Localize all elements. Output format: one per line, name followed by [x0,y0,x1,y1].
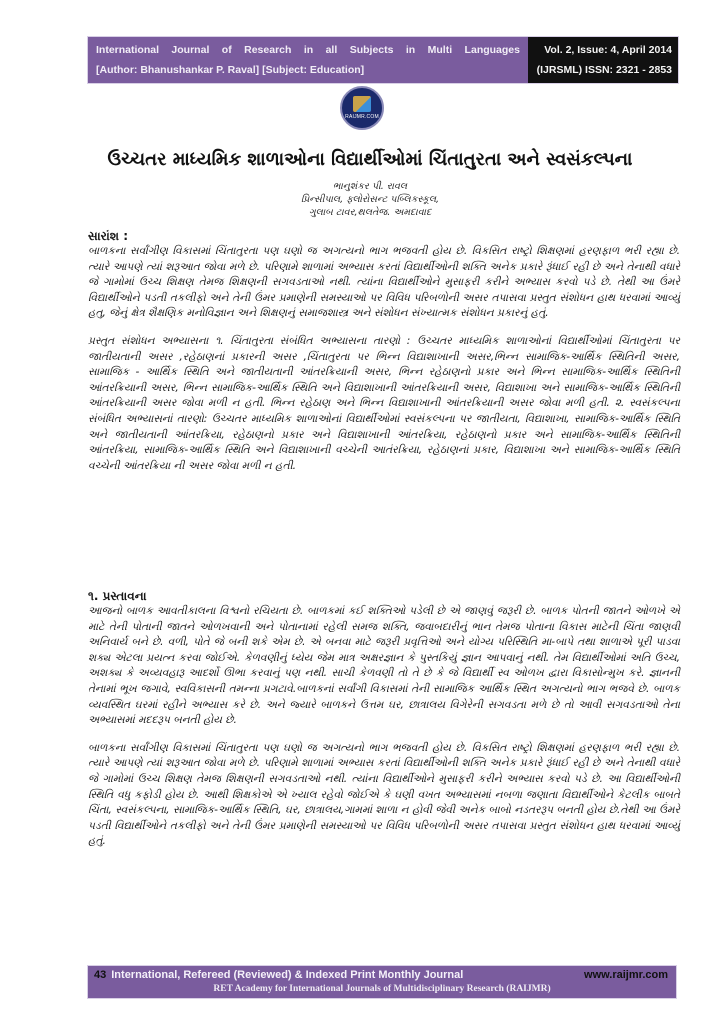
raijmr-logo-icon [340,86,384,130]
journal-header [87,36,679,84]
article-title: ઉચ્ચતર માધ્યમિક શાળાઓના વિદ્યાર્થીઓમાં ચિંતાતુરતા અને સ્વસંકલ્પના [107,149,633,170]
abstract-paragraph-1: બાળકના સર્વાંગીણ વિકાસમાં ચિંતાતુરતા પણ ઘણો જ અગત્યનો ભાગ ભજવતી હોય છે. વિકસિત રાષ્ટ્રો શિક્ષણમાં હરણફાળ ભરી રહ્યા છે. ત્યારે આપણે ત્યાં શરૂઆત જોવા મળે છે. પરિણામે શાળામાં અભ્યાસ કરતાં વિદ્યાર્થીઓની શક્તિ અનેક પ્રકારે રૂંધાઈ રહી છે અને તેનાથી વધારે જે ગામોમાં ઉચ્ચ શિક્ષણ તેમજ શિક્ષણની સગવડતાઓ નથી. ત્યાંના વિદ્યાર્થીઓને મુસાફરી કરીને અભ્યાસ કરવો પડે છે. તેથી આ ઉંમરે વિદ્યાર્થીઓને પડતી તકલીફો અને તેની ઉંમર પ્રમાણેની સમસ્યાઓ પર વિવિધ પરિબળોની અસર તપાસવા પ્રસ્તુત સંશોધન હાથ ધરવામાં આવ્યું હતુ, જેનું ક્ષેત્ર શૈક્ષણિક મનોવિજ્ઞાન અને શિક્ષણનું સમાજશાસ્ત્ર અને સંશોધન સંખ્યાત્મક સંશોધન પ્રકારનું હતું. [88,245,681,320]
journal-url-link[interactable]: www.raijmr.com [584,969,668,981]
abstract-section [88,228,680,474]
journal-title: International Journal of Research in all Subjects in Multi Languages [96,44,520,56]
author-address: ગુલાબ ટાવર,થલતેજ. અમદાવાદ [308,207,432,218]
author-subject: [Author: Bhanushankar P. Raval] [Subject: Education] [96,64,365,76]
logo-text: RAIJMR.COM [345,114,379,120]
introduction-paragraph-1: આજનો બાળક આવતીકાલના વિશ્વનો રચિયતા છે. બાળકમાં કઈ શક્તિઓ પડેલી છે એ જાણવું જરૂરી છે. બાળક પોતની જાતને ઓળખે એ માટે તેની પોતાની જાતને ઓળખવાની અને પોતાનામાં રહેલી સમજ શક્તિ, જવાબદારીનું ભાન તેમજ પોતાના વિકાસ માટેની ચિંતા જાણવી અનિવાર્ય બને છે. વળી, પોતે જે બની શકે એમ છે. એ બનવા માટે જરૂરી પ્રવૃત્તિઓ અને યોગ્ય પરિસ્થિતિ મા-બાપે તથા શાળાએ પૂરી પાડવા શક્ય એટલા પ્રયત્ન કરવા જોઈએ. કેળવણીનું ધ્યેય જેમ માત્ર અક્ષરજ્ઞાન કે પુસ્તકિયું જ્ઞાન આપવાનું નથી. તેમ વિદ્યાર્થીઓમાં અતિ ઉચ્ચ, અશક્ય કે અવ્યવહારૂ આદર્શો ઊભા કરવાનું પણ નથી. સાચી કેળવણી તો તે છે કે જે વિદ્યાર્થી સ્વ ઓળખ દ્વારા વિકાસોન્મુખ કરે. જ્ઞાનની તેનામાં ભૂખ જગાવે, સ્વવિકાસની તમન્ના પ્રગટાવે.બાળકનાં સર્વાંગી વિકાસમાં તેની સામાજિક આર્થિક સ્થિત અગત્યનો ભાગ ભજવે છે. બાળક વ્યવસ્થિત ઘરમાં રહીને અભ્યાસ કરે છે. અને જ્યારે બાળકને ઉત્તમ ઘર, છાત્રાલય વિગેરેની સગવડતા મળે છે તો આવી સગવડતાઓ તેના અભ્યાસમાં મદદરૂપ બનતી હોય છે. [88,605,680,727]
introduction-section [88,588,680,850]
author-block [200,180,540,219]
journal-type: International, Refereed (Reviewed) & Indexed Print Monthly Journal [111,969,464,981]
journal-footer [87,965,677,999]
author-name: ભાનુશંકર પી. રાવલ [332,181,408,192]
footer-top-row [88,966,676,983]
logo-emblem [353,96,371,112]
issn: (IJRSML) ISSN: 2321 - 2853 [536,64,672,76]
publisher: RET Academy for International Journals of Multidisciplinary Research (RAIJMR) [213,984,551,994]
journal-header-left [88,37,528,83]
footer-journal-type-wrap [94,968,463,983]
journal-header-right [528,37,678,83]
volume-issue: Vol. 2, Issue: 4, April 2014 [544,44,672,56]
page-number: 43 [94,969,107,981]
introduction-paragraph-2: બાળકના સર્વાંગીણ વિકાસમાં ચિંતાતુરતા પણ ઘણો જ અગત્યનો ભાગ ભજવતી હોય છે. વિકસિત રાષ્ટ્રો શિક્ષણમાં હરણફાળ ભરી રહ્યા છે. ત્યારે આપણે ત્યાં શરૂઆત જોવા મળે છે. પરિણામે શાળામાં અભ્યાસ કરતાં વિદ્યાર્થીઓની શક્તિ અનેક પ્રકારે રૂંધાઈ રહી છે અને તેનાથી વધારે જે ગામોમાં ઉચ્ચ શિક્ષણ તેમજ શિક્ષણની સગવડતાઓ નથી. ત્યાંના વિદ્યાર્થીઓને મુસાફરી કરીને અભ્યાસ કરવો પડે છે. આ વિદ્યાર્થીઓની સ્થિતિ વધુ કફોડી હોય છે. આથી શિક્ષકોએ એ ખ્યાલ રહેવો જોઈએ કે ઘણી વખત અભ્યાસમાં નબળા જણાતા વિદ્યાર્થીઓને કેટલીક બાબતે ચિંતા, સ્વસંકલ્પના, સામાજિક-આર્થિક સ્થિતિ, ઘર, છાત્રાલય,ગામમાં શાળા ન હોવી જેવી અનેક બાબો નડતરરૂપ બનતી હોય છે.તેથી આ ઉંમરે પડતી વિદ્યાર્થીઓને તકલીફો અને તેની ઉંમર પ્રમાણેની સમસ્યાઓ પર વિવિધ પરિબળોની અસર તપાસવા પ્રસ્તુત સંશોધન હાથ ધરવામાં આવ્યું હતું. [88,741,681,848]
abstract-heading: સારાંશ : [88,229,129,243]
introduction-heading: ૧. પ્રસ્તાવના [88,589,147,603]
abstract-paragraph-2: પ્રસ્તુત સંશોધન અભ્યાસના ૧. ચિંતાતુરતા સંબંધિત અભ્યાસના તારણો : ઉચ્ચતર માધ્યમિક શાળાઓનાં વિદ્યાર્થીઓમાં ચિંતાતુરતા પર જાતીયતાની અસર ,રહેઠાણનાં પ્રકારની અસર ,ચિંતાતુરતા પર ભિન્ન વિદ્યાશાખાની અસર,ભિન્ન સામાજિક-આર્થિક સ્થિતિની અસર, સામાજિક - આર્થિક સ્થિતિ અને જાતીયતાની આંતરક્રિયાની અસર, ભિન્ન રહેઠાણનો પ્રકાર અને ભિન્ન સામાજિક-આર્થિક સ્થિતિની આંતરક્રિયાની અસર, ભિન્ન સામાજિક-આર્થિક સ્થિતિ અને વિદ્યાશાખાની આંતરક્રિયાની અસર, વિદ્યાશાખા અને સામાજિક-આર્થિક સ્થિતિની આંતરક્રિયાની અસર જોવા મળી ન હતી. ભિન્ન રહેઠાણ અને ભિન્ન વિદ્યાશાખાની આંતરક્રિયાની અસર જોવા મળી હતી. ૨. સ્વસંકલ્પના સંબંધિત અભ્યાસનાં તારણો: ઉચ્ચતર માધ્યમિક શાળાઓનાં વિદ્યાર્થીઓમાં સ્વસંકલ્પના પર જાતીયતા, વિદ્યાશાખા, સામાજિક-આર્થિક સ્થિતિ અને જાતીયતાની આંતરક્રિયા, રહેઠાણનો પ્રકાર અને વિદ્યાશાખાની આંતરક્રિયા, રહેઠાણનો પ્રકાર અને સામાજિક-આર્થિક સ્થિતિની આંતરક્રિયા, સામાજિક-આર્થિક સ્થિતિ અને વિદ્યાશાખાની વચ્ચેની આતંરક્રિયા, રહેઠાણનાં પ્રકાર, વિદ્યાશાખા અને સામાજિક-આર્થિક સ્થિતિ વચ્ચેની આંતરક્રિયા ની અસર જોવા મળી ન હતી. [88,334,680,472]
author-role: પ્રિન્સીપાલ, ફ્લોરોસન્ટ પબ્લિકસ્કૂલ, [300,194,440,205]
